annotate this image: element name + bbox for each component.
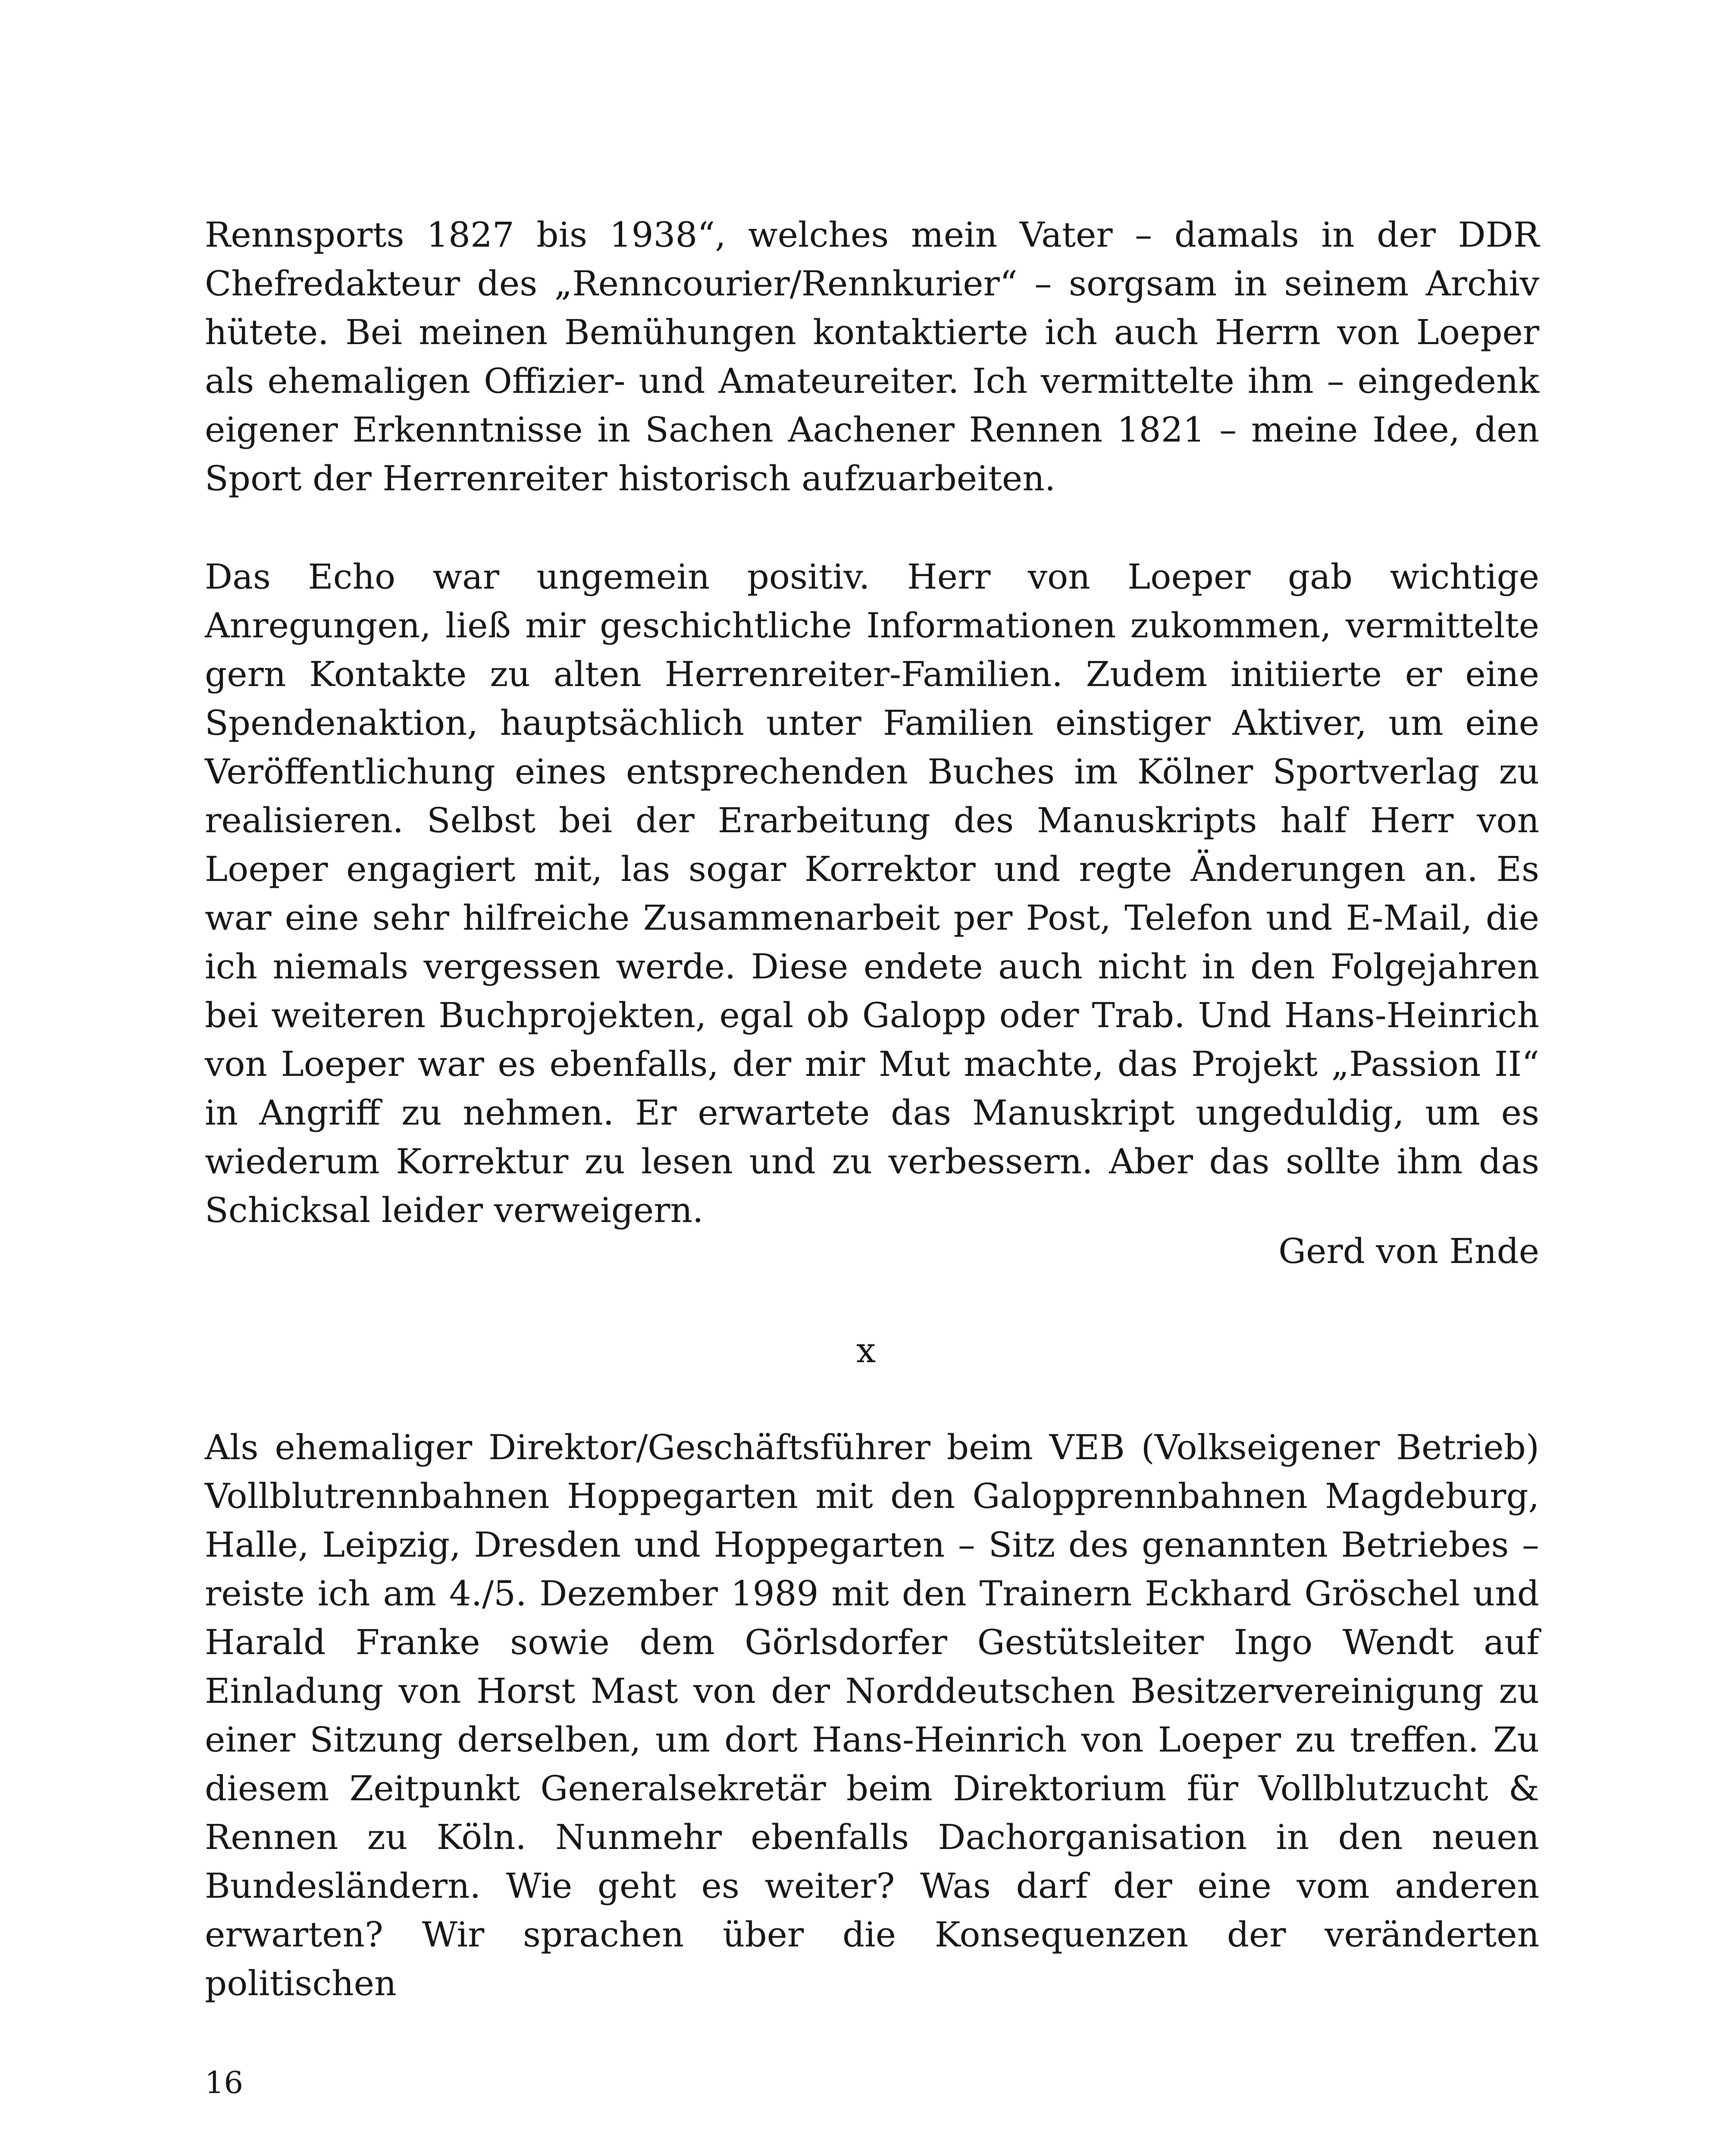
paragraph-3 [205,1423,1539,2008]
section-separator: x [856,1330,876,1370]
paragraph-1 [205,210,1539,503]
author-signature: Gerd von Ende [1278,1231,1539,1271]
paragraph-1-text: Rennsports 1827 bis 1938“, welches mein Vater – damals in der DDR Chefredakteur des „Renncourier/Rennkurier“ – sorgsam in seinem Archiv hütete. Bei meinen Bemühungen kontaktierte ich auch Herrn von Loeper als ehemaligen Offizier- und Amateureiter. Ich vermittelte ihm – eingedenk eigener Erkenntnisse in Sachen Aachener Rennen 1821 – meine Idee, den Sport der Herrenreiter historisch aufzuarbeiten. [205,215,1539,498]
paragraph-2-text: Das Echo war ungemein positiv. Herr von Loeper gab wichtige Anregungen, ließ mir geschichtliche Informationen zukommen, vermittelte gern Kontakte zu alten Herrenreiter-Familien. Zudem initiierte er eine Spendenaktion, hauptsächlich unter Familien einstiger Aktiver, um eine Veröffentlichung eines entsprechenden Buches im Kölner Sportverlag zu realisieren. Selbst bei der Erarbeitung des Manuskripts half Herr von Loeper engagiert mit, las sogar Korrektor und regte Änderungen an. Es war eine sehr hilfreiche Zusammenarbeit per Post, Telefon und E-Mail, die ich niemals vergessen werde. Diese endete auch nicht in den Folgejahren bei weiteren Buchprojekten, egal ob Galopp oder Trab. Und Hans-Heinrich von Loeper war es ebenfalls, der mir Mut machte, das Projekt „Passion II“ in Angriff zu nehmen. Er erwartete das Manuskript ungeduldig, um es wiederum Korrektur zu lesen und zu verbessern. Aber das sollte ihm das Schicksal leider verweigern. [205,557,1539,1230]
page-number: 16 [205,2065,244,2100]
paragraph-2 [205,552,1539,1235]
paragraph-3-text: Als ehemaliger Direktor/Geschäftsführer beim VEB (Volkseigener Betrieb) Vollblutrennbahnen Hoppegarten mit den Galopprennbahnen Magdeburg, Halle, Leipzig, Dresden und Hoppegarten – Sitz des genannten Betriebes – reiste ich am 4./5. Dezember 1989 mit den Trainern Eckhard Gröschel und Harald Franke sowie dem Görlsdorfer Gestütsleiter Ingo Wendt auf Einladung von Horst Mast von der Norddeutschen Besitzervereinigung zu einer Sitzung derselben, um dort Hans-Heinrich von Loeper zu treffen. Zu diesem Zeitpunkt Generalsekretär beim Direktorium für Vollblutzucht & Rennen zu Köln. Nunmehr ebenfalls Dachorganisation in den neuen Bundesländern. Wie geht es weiter? Was darf der eine vom anderen erwarten? Wir sprachen über die Konsequenzen der veränderten politischen [205,1427,1539,2003]
